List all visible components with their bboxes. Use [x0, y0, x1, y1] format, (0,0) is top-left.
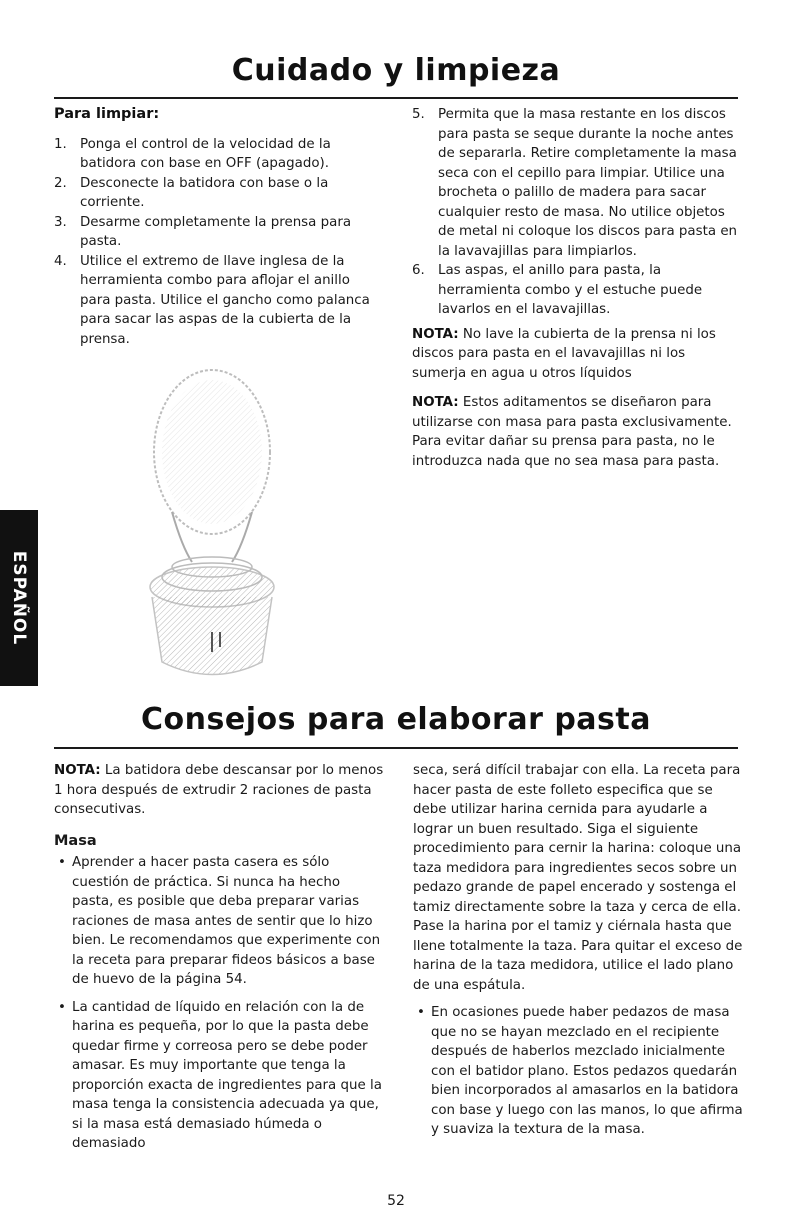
- page-number: 52: [387, 1193, 405, 1209]
- cleaning-steps-continued: [412, 105, 742, 320]
- column-right-bottom: [413, 761, 743, 1148]
- dough-subhead: Masa: [54, 832, 97, 849]
- section-title-care: Cuidado y limpieza: [231, 53, 561, 88]
- note-dough-only: NOTA: Estos aditamentos se diseñaron para utilizarse con masa para pasta exclusivamente. Para evitar dañar su prensa para pasta, no le introduzca nada que no sea masa para pasta.: [412, 395, 732, 469]
- title-rule: [54, 97, 738, 99]
- language-side-tab: [0, 510, 38, 686]
- list-item: • La cantidad de líquido en relación con la de harina es pequeña, por lo que la pasta debe quedar firme y correosa pero se debe poder amasar. Es muy importante que tenga la proporción exacta de ingredientes para que la masa tenga la consistencia adecuada ya que, si la masa está demasiado húmeda o demasiado: [54, 998, 384, 1154]
- bullet-continuation: seca, será difícil trabajar con ella. La receta para hacer pasta de este folleto especifica que se debe utilizar harina cernida para ayudarle a lograr un buen resultado. Siga el siguiente procedimiento para cernir la harina: coloque una taza medidora para ingredientes secos sobre un pedazo grande de papel encerado y sostenga el tamiz directamente sobre la taza y cerca de ella. Pase la harina por el tamiz y ciérnala hasta que llene totalmente la taza. Para quitar el exceso de harina de la taza medidora, utilice el lado plano de una espátula.: [413, 763, 743, 993]
- title-rule: [54, 747, 738, 749]
- section-title-tips: Consejos para elaborar pasta: [141, 702, 651, 737]
- step-item: 5. Permita que la masa restante en los discos para pasta se seque durante la noche antes de separarla. Retire completamente la masa seca con el cepillo para limpiar. Utilice una brocheta o palillo de madera para sacar cualquier resto de masa. No utilice objetos de metal ni coloque los discos para pasta en la lavavajillas para limpiarlos.: [412, 107, 738, 259]
- column-left-top: [54, 105, 372, 349]
- step-item: 4. Utilice el extremo de llave inglesa de la herramienta combo para aflojar el anillo para pasta. Utilice el gancho como palanca para sacar las aspas de la cubierta de la prensa.: [54, 253, 370, 347]
- note-dishwasher: NOTA: No lave la cubierta de la prensa ni los discos para pasta en el lavavajillas ni los sumerja en agua u otros líquidos: [412, 326, 716, 381]
- column-right-top: [412, 105, 742, 481]
- cleaning-steps: [54, 135, 372, 350]
- step-item: 2. Desconecte la batidora con base o la corriente.: [54, 175, 329, 210]
- note-rest: NOTA: La batidora debe descansar por lo menos 1 hora después de extrudir 2 raciones de pasta consecutivas.: [54, 763, 384, 817]
- cleaning-subhead: Para limpiar:: [54, 106, 160, 122]
- dough-tips-list-continued: [413, 1003, 743, 1140]
- step-item: 3. Desarme completamente la prensa para pasta.: [54, 214, 352, 249]
- list-item: • Aprender a hacer pasta casera es sólo cuestión de práctica. Si nunca ha hecho pasta, es posible que deba preparar varias raciones de masa antes de sentir que lo hizo bien. Le recomendamos que experimente con la receta para preparar fideos básicos a base de huevo de la página 54.: [54, 853, 384, 990]
- language-label: ESPAÑOL: [9, 550, 29, 646]
- step-item: 1. Ponga el control de la velocidad de la batidora con base en OFF (apagado).: [54, 136, 331, 171]
- step-item: 6. Las aspas, el anillo para pasta, la herramienta combo y el estuche puede lavarlos en el lavavajillas.: [412, 263, 703, 317]
- list-item: • En ocasiones puede haber pedazos de masa que no se hayan mezclado en el recipiente después de haberlos mezclado inicialmente con el batidor plano. Estos pedazos quedarán bien incorporados al amasarlos en la batidora con base y luego con las manos, lo que afirma y suaviza la textura de la masa.: [413, 1003, 743, 1140]
- dough-tips-list: [54, 853, 384, 1154]
- pasta-press-illustration: [112, 362, 312, 682]
- column-left-bottom: [54, 761, 384, 1162]
